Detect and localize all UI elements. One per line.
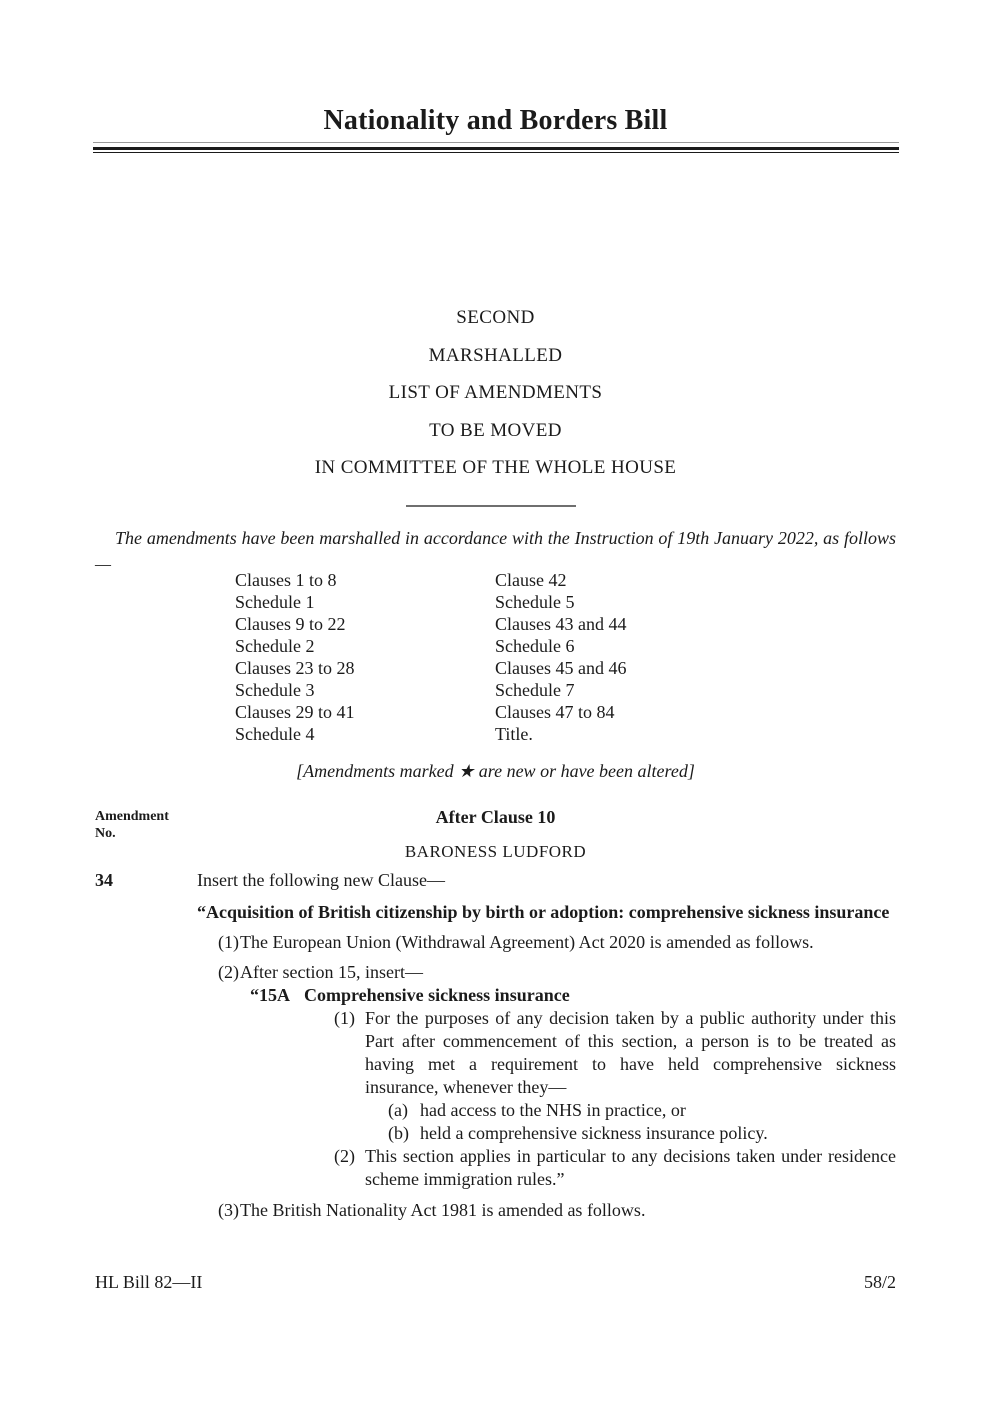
subsection-text: The European Union (Withdrawal Agreement) Act 2020 is amended as follows. <box>240 932 814 952</box>
ceremonial-line: SECOND <box>456 307 535 328</box>
order-item: Schedule 1 <box>235 592 315 612</box>
subsection-2 <box>197 961 896 984</box>
rule-gray-line <box>93 142 899 143</box>
order-item: Schedule 6 <box>495 636 575 656</box>
inserted-subsection-1 <box>197 1007 896 1099</box>
order-item: Clauses 29 to 41 <box>235 702 355 722</box>
subsection-3 <box>197 1199 896 1222</box>
inserted-section-title: Comprehensive sickness insurance <box>304 985 570 1005</box>
order-item: Clauses 43 and 44 <box>495 614 627 634</box>
subsection-text: For the purposes of any decision taken by a public authority under this Part after commencement of this section, a person is to be treated as having met a requirement to have held comprehensive sickness insurance, whenever they— <box>365 1008 896 1097</box>
order-item: Schedule 5 <box>495 592 575 612</box>
title-double-rule <box>93 142 899 153</box>
page-footer <box>95 1272 896 1293</box>
order-item: Clauses 47 to 84 <box>495 702 615 722</box>
subsection-text: The British Nationality Act 1981 is amended as follows. <box>240 1200 646 1220</box>
mover-name: BARONESS LUDFORD <box>404 842 587 861</box>
order-item: Clauses 45 and 46 <box>495 658 627 678</box>
inserted-section-number: “15A <box>250 985 290 1005</box>
marshalling-note: The amendments have been marshalled in accordance with the Instruction of 19th January 2022, as follows— <box>95 528 896 574</box>
rule-thick-line <box>93 147 899 150</box>
order-item: Title. <box>495 724 533 744</box>
ceremonial-line: TO BE MOVED <box>429 419 562 441</box>
order-item: Clause 42 <box>495 570 567 590</box>
subsection-number: (1) <box>334 1008 355 1028</box>
ceremonial-line: LIST OF AMENDMENTS <box>388 382 603 403</box>
ceremonial-line: MARSHALLED <box>428 344 563 366</box>
paragraph-letter: (a) <box>388 1100 408 1120</box>
amendment-no-label-line: Amendment <box>95 809 169 824</box>
order-column-right <box>495 569 755 745</box>
ceremonial-heading <box>0 299 991 487</box>
order-item: Schedule 7 <box>495 680 575 700</box>
place-heading: After Clause 10 <box>435 807 556 827</box>
order-item: Clauses 9 to 22 <box>235 614 346 634</box>
order-column-left <box>235 569 495 745</box>
page-number: 58/2 <box>863 1272 896 1292</box>
rule-thin-line <box>93 152 899 153</box>
order-item: Clauses 23 to 28 <box>235 658 355 678</box>
separator-rule <box>406 505 576 507</box>
ceremonial-line: IN COMMITTEE OF THE WHOLE HOUSE <box>314 457 677 478</box>
marshalling-order-list <box>235 569 755 745</box>
order-item: Schedule 4 <box>235 724 315 744</box>
inserted-paragraph-a <box>197 1099 896 1122</box>
inserted-section-heading <box>197 984 896 1007</box>
amendment-no-label-line: No. <box>95 826 116 841</box>
inserted-paragraph-b <box>197 1122 896 1145</box>
paragraph-letter: (b) <box>388 1123 409 1143</box>
paragraph-text: held a comprehensive sickness insurance policy. <box>420 1123 768 1143</box>
subsection-number: (1) <box>218 932 239 952</box>
bill-reference: HL Bill 82—II <box>95 1272 203 1292</box>
subsection-number: (2) <box>334 1146 355 1166</box>
paragraph-text: had access to the NHS in practice, or <box>420 1100 686 1120</box>
subsection-text: After section 15, insert— <box>240 962 423 982</box>
order-item: Schedule 2 <box>235 636 315 656</box>
amendment-number: 34 <box>95 870 113 890</box>
star-marker-note: [Amendments marked ★ are new or have been altered] <box>296 761 695 781</box>
subsection-number: (3) <box>218 1200 239 1220</box>
amendment-body <box>197 901 896 1222</box>
subsection-text: This section applies in particular to any decisions taken under residence scheme immigration rules.” <box>365 1146 896 1189</box>
order-item: Clauses 1 to 8 <box>235 570 337 590</box>
amendment-instruction: Insert the following new Clause— <box>197 870 445 890</box>
subsection-1 <box>197 931 896 954</box>
subsection-number: (2) <box>218 962 239 982</box>
order-item: Schedule 3 <box>235 680 315 700</box>
bill-title: Nationality and Borders Bill <box>323 105 668 136</box>
inserted-subsection-2 <box>197 1145 896 1191</box>
new-clause-title: “Acquisition of British citizenship by birth or adoption: comprehensive sickness insurance <box>197 902 890 922</box>
